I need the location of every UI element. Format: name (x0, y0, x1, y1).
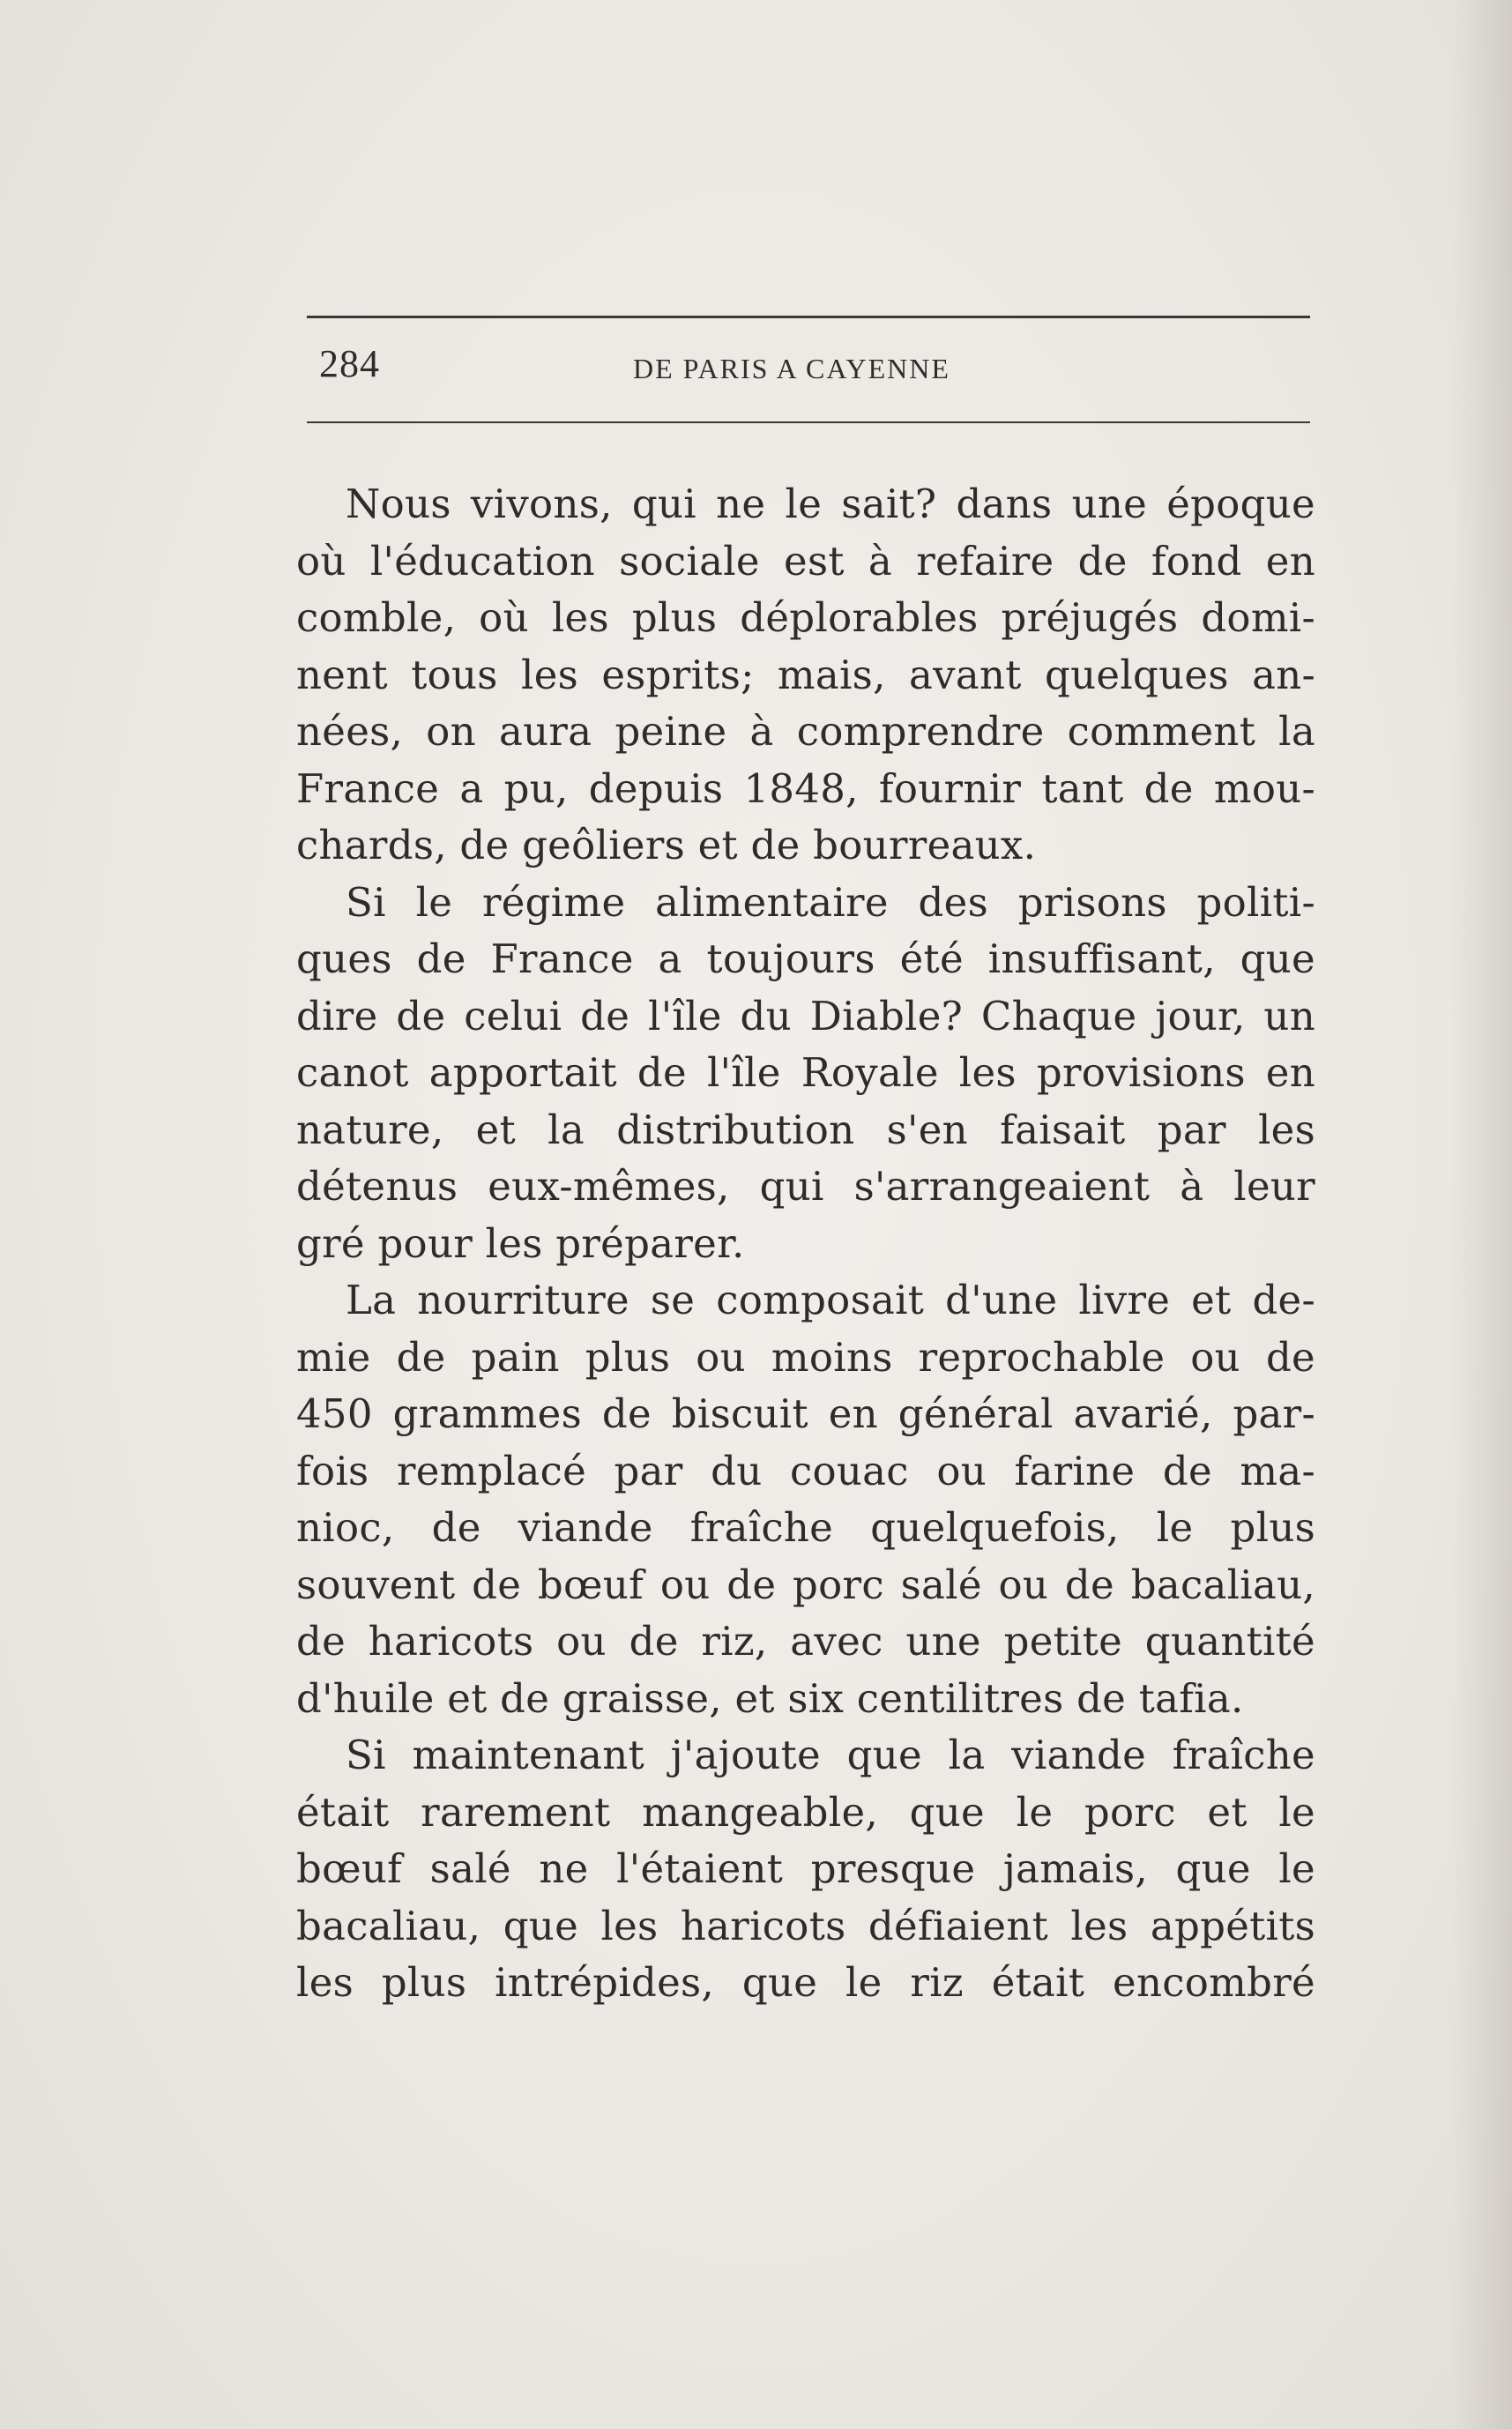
text-line: d'huile et de graisse, et six centilitres de tafia. (296, 1674, 1244, 1722)
text-line: comble, où les plus déplorables préjugés domi- (296, 594, 1315, 641)
text-line: était rarement mangeable, que le porc et le (296, 1788, 1315, 1836)
text-line: La nourriture se composait d'une livre et de- (346, 1277, 1315, 1323)
text-line: dire de celui de l'île du Diable? Chaque jour, un (296, 992, 1315, 1039)
header-rule-top (307, 316, 1310, 318)
text-line: nent tous les esprits; mais, avant quelques an- (296, 651, 1315, 698)
page-header (307, 339, 1310, 401)
page-number: 284 (319, 342, 380, 385)
header-rule-bottom (307, 421, 1310, 423)
text-line: nioc, de viande fraîche quelquefois, le plus (296, 1504, 1315, 1551)
text-line: nature, et la distribution s'en faisait par les (296, 1106, 1315, 1153)
text-line: 450 grammes de biscuit en général avarié, par- (296, 1390, 1315, 1437)
text-line: bœuf salé ne l'étaient presque jamais, que le (296, 1845, 1315, 1892)
text-line: canot apportait de l'île Royale les provisions en (296, 1049, 1315, 1096)
text-line: de haricots ou de riz, avec une petite quantité (296, 1618, 1315, 1665)
text-line: ques de France a toujours été insuffisant, que (296, 935, 1315, 982)
text-line: France a pu, depuis 1848, fournir tant de mou- (296, 764, 1315, 812)
text-line: les plus intrépides, que le riz était encombré (296, 1959, 1315, 2006)
spine-shadow (1450, 0, 1512, 2429)
text-line: fois remplacé par du couac ou farine de ma- (296, 1447, 1315, 1494)
text-line: Nous vivons, qui ne le sait? dans une époque (346, 481, 1315, 527)
text-line: détenus eux-mêmes, qui s'arrangeaient à leur (296, 1163, 1315, 1210)
text-line: mie de pain plus ou moins reprochable ou de (296, 1333, 1315, 1381)
running-title: DE PARIS A CAYENNE (633, 353, 950, 384)
text-line: Si le régime alimentaire des prisons politi- (346, 878, 1315, 926)
text-line: souvent de bœuf ou de porc salé ou de bacaliau, (296, 1561, 1315, 1608)
text-line: chards, de geôliers et de bourreaux. (296, 822, 1037, 868)
text-line: bacaliau, que les haricots défiaient les appétits (296, 1902, 1315, 1949)
body-text (296, 476, 1315, 2012)
text-line: Si maintenant j'ajoute que la viande fraîche (346, 1732, 1315, 1778)
text-line: gré pour les préparer. (296, 1219, 745, 1267)
text-line: nées, on aura peine à comprendre comment la (296, 708, 1315, 755)
text-line: où l'éducation sociale est à refaire de fond en (296, 537, 1315, 585)
